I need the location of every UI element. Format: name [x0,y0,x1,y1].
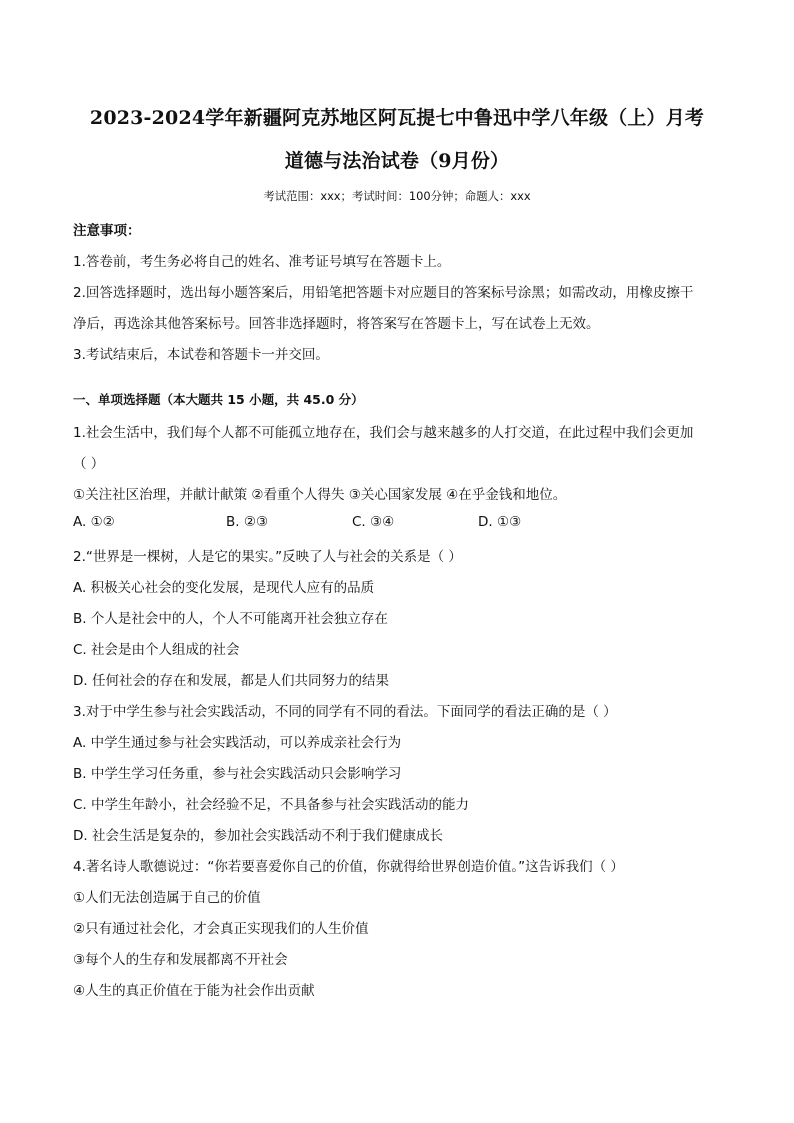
q3-option-a: A. 中学生通过参与社会实践活动，可以养成亲社会行为 [73,735,402,751]
q3-option-c: C. 中学生年龄小，社会经验不足，不具备参与社会实践活动的能力 [73,797,470,813]
q2-option-b: B. 个人是社会中的人，个人不可能离开社会独立存在 [73,611,388,627]
notice-heading: 注意事项： [73,223,141,239]
q2-option-a: A. 积极关心社会的变化发展，是现代人应有的品质 [73,580,375,596]
q1-option-a: A. ①② [73,514,115,530]
notice-item-2b: 净后，再选涂其他答案标号。回答非选择题时，将答案写在答题卡上，写在试卷上无效。 [73,316,600,332]
q3-stem: 3.对于中学生参与社会实践活动，不同的同学有不同的看法。下面同学的看法正确的是（ ） [73,704,617,720]
q3-option-b: B. 中学生学习任务重，参与社会实践活动只会影响学习 [73,766,402,782]
q1-stem-b: （ ） [73,456,105,472]
exam-info: 考试范围：xxx；考试时间：100分钟；命题人：xxx [263,189,531,203]
notice-item-1: 1.答卷前，考生务必将自己的姓名、准考证号填写在答题卡上。 [73,254,451,270]
q2-option-c: C. 社会是由个人组成的社会 [73,642,240,658]
q4-statement-3: ③每个人的生存和发展都离不开社会 [73,952,288,968]
notice-item-2a: 2.回答选择题时，选出每小题答案后，用铅笔把答题卡对应题目的答案标号涂黑；如需改动，用橡皮擦干 [73,285,694,301]
q4-stem: 4.著名诗人歌德说过：“你若要喜爱你自己的价值，你就得给世界创造价值。”这告诉我们（ ） [73,859,624,875]
q1-option-d: D. ①③ [478,514,522,530]
q4-statement-2: ②只有通过社会化，才会真正实现我们的人生价值 [73,921,369,937]
q1-option-b: B. ②③ [226,514,269,530]
q2-stem: 2.“世界是一棵树，人是它的果实。”反映了人与社会的关系是（ ） [73,549,462,565]
exam-title-line2: 道德与法治试卷（9月份） [284,150,510,172]
q1-statements: ①关注社区治理，并献计献策 ②看重个人得失 ③关心国家发展 ④在乎金钱和地位。 [73,487,567,503]
q1-option-c: C. ③④ [352,514,395,530]
q2-option-d: D. 任何社会的存在和发展，都是人们共同努力的结果 [73,673,389,689]
section-heading: 一、单项选择题（本大题共 15 小题，共 45.0 分） [73,392,364,407]
exam-title-line1: 2023-2024学年新疆阿克苏地区阿瓦提七中鲁迅中学八年级（上）月考 [89,107,705,129]
q1-stem-a: 1.社会生活中，我们每个人都不可能孤立地存在，我们会与越来越多的人打交道，在此过程中我们会更加 [73,425,694,441]
notice-item-3: 3.考试结束后，本试卷和答题卡一并交回。 [73,347,329,363]
q4-statement-4: ④人生的真正价值在于能为社会作出贡献 [73,983,315,999]
q4-statement-1: ①人们无法创造属于自己的价值 [73,890,261,906]
q3-option-d: D. 社会生活是复杂的，参加社会实践活动不利于我们健康成长 [73,828,443,844]
